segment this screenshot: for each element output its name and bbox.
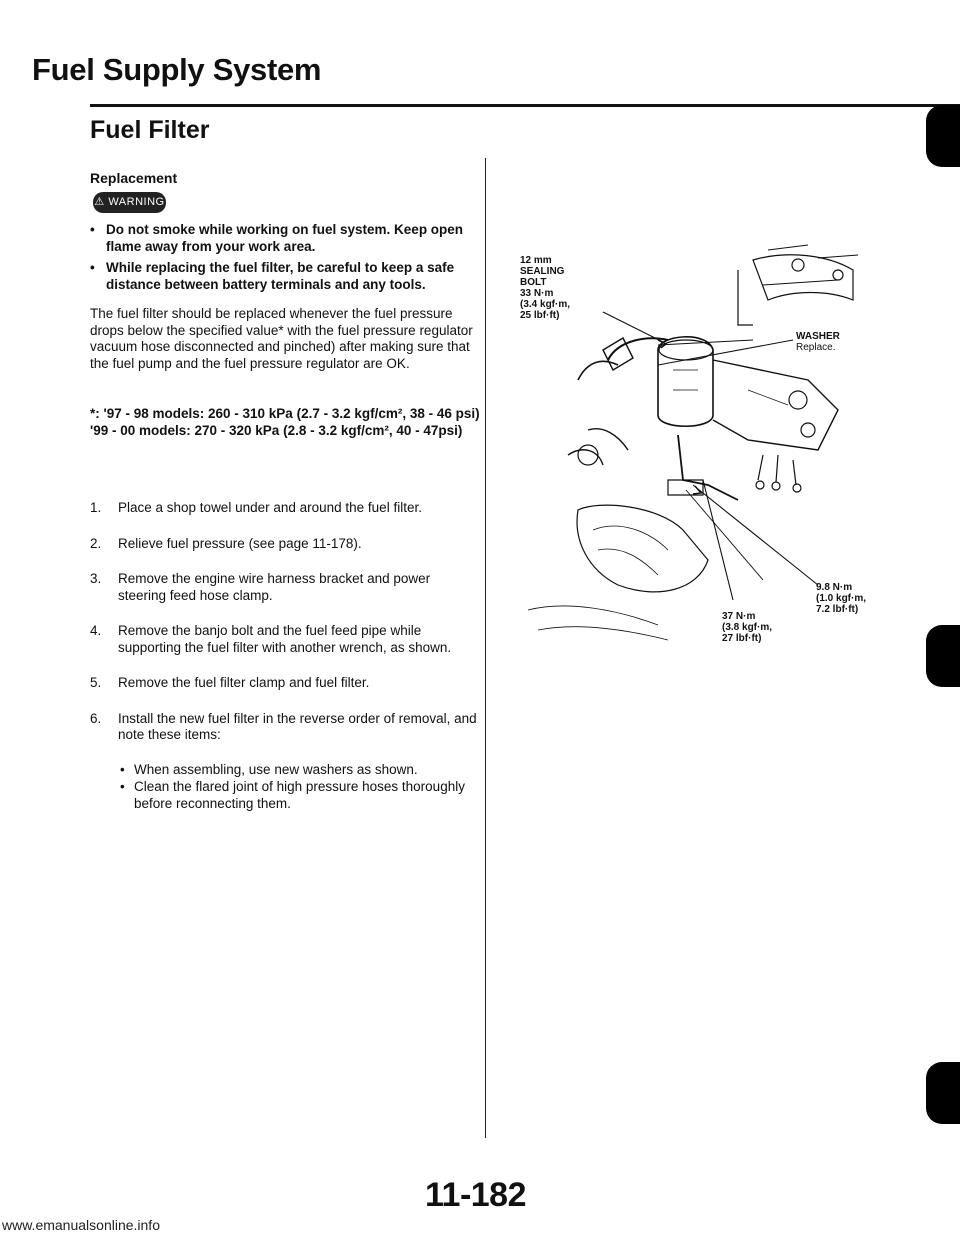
subsection-title: Replacement bbox=[90, 170, 178, 186]
edge-tab bbox=[926, 625, 960, 687]
warning-badge: ⚠ WARNING bbox=[93, 192, 166, 213]
install-notes-list bbox=[118, 762, 480, 813]
warning-list bbox=[90, 221, 480, 297]
small-torque-label: 9.8 N·m (1.0 kgf·m, 7.2 lbf·ft) bbox=[816, 582, 867, 615]
page-title: Fuel Supply System bbox=[32, 52, 322, 87]
spec-note bbox=[90, 405, 480, 439]
edge-tab bbox=[926, 105, 960, 167]
site-url-link[interactable]: www.emanualsonline.info bbox=[2, 1217, 160, 1233]
spec-line: '99 - 00 models: 270 - 320 kPa (2.8 - 3.2 kgf/cm², 40 - 47psi) bbox=[90, 423, 463, 438]
column-divider bbox=[485, 158, 486, 1138]
install-note: • When assembling, use new washers as shown. bbox=[120, 761, 418, 777]
washer-label: WASHER Replace. bbox=[796, 331, 840, 353]
procedure-steps bbox=[90, 500, 480, 831]
step-item: 3. Remove the engine wire harness bracket and power steering feed hose clamp. bbox=[90, 571, 431, 603]
warning-item: • Do not smoke while working on fuel system. Keep open flame away from your work area. bbox=[90, 222, 464, 254]
section-title: Fuel Filter bbox=[90, 116, 210, 144]
edge-tab bbox=[926, 1062, 960, 1124]
step-item: 5. Remove the fuel filter clamp and fuel filter. bbox=[90, 675, 370, 690]
warning-item: • While replacing the fuel filter, be careful to keep a safe distance between battery terminals and any tools. bbox=[90, 260, 455, 292]
pipe-torque-label: 37 N·m (3.8 kgf·m, 27 lbf·ft) bbox=[722, 611, 773, 644]
step-item: 4. Remove the banjo bolt and the fuel feed pipe while supporting the fuel filter with another wrench, as shown. bbox=[90, 623, 452, 655]
step-item: 6. Install the new fuel filter in the reverse order of removal, and note these items: • When assembling, use new washers as shown. • Clean the flared joint of high pressure hoses thoroughly before reconnecting them. bbox=[90, 711, 480, 813]
step-item: 2. Relieve fuel pressure (see page 11-178). bbox=[90, 535, 362, 551]
spec-line: *: '97 - 98 models: 260 - 310 kPa (2.7 - 3.2 kgf/cm², 38 - 46 psi) bbox=[90, 406, 480, 421]
install-note: • Clean the flared joint of high pressure hoses thoroughly before reconnecting them. bbox=[120, 779, 465, 811]
intro-paragraph: The fuel filter should be replaced whenever the fuel pressure drops below the specified value* with the fuel pressure regulator vacuum hose disconnected and pinched) after making sure that the fuel pump and the fuel pressure regulator are OK. bbox=[90, 306, 473, 371]
sealing-bolt-label: 12 mm SEALING BOLT 33 N·m (3.4 kgf·m, 25 lbf·ft) bbox=[520, 255, 571, 321]
step-item: 1. Place a shop towel under and around the fuel filter. bbox=[90, 500, 422, 515]
page-number: 11-182 bbox=[425, 1176, 526, 1214]
title-rule bbox=[90, 104, 960, 107]
